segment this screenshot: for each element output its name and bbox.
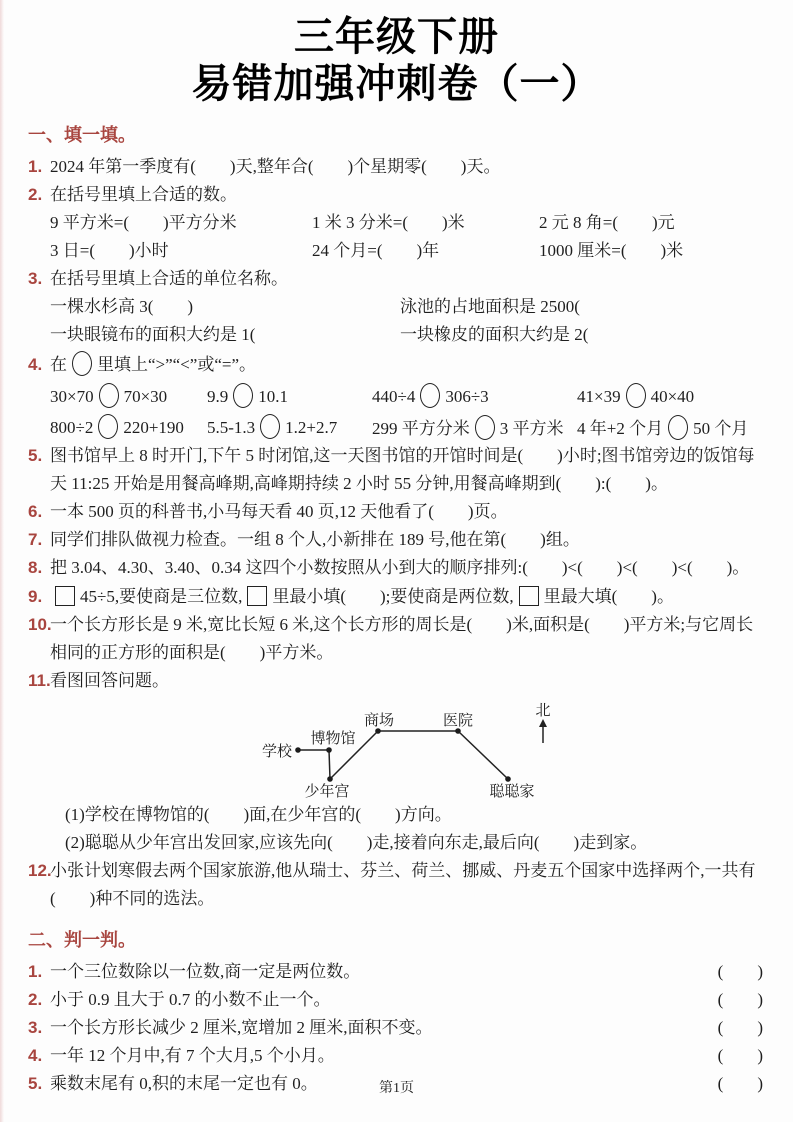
- statement-text: 一个三位数除以一位数,商一定是两位数。: [50, 962, 361, 981]
- question-text-pre: 在: [50, 355, 67, 374]
- comparison-cell: [372, 383, 577, 408]
- map-dot-youth-palace: [327, 776, 333, 782]
- question-3-row2: [28, 321, 763, 349]
- comparison-cell: [577, 414, 763, 440]
- comparison-circle-icon: [72, 351, 92, 376]
- question-text-segment: 里最大填( )。: [543, 587, 674, 606]
- question-text: 小张计划寒假去两个国家旅游,他从瑞士、芬兰、荷兰、挪威、丹麦五个国家中选择两个,一共有( )种不同的选法。: [50, 861, 756, 908]
- question-2: [28, 181, 763, 209]
- fill-cell: 3 日=( )小时: [50, 241, 169, 260]
- comparison-circle-icon: [420, 383, 440, 408]
- map-dot-home: [505, 776, 511, 782]
- question-number: 7.: [28, 530, 43, 549]
- statement-text: 小于 0.9 且大于 0.7 的小数不止一个。: [50, 990, 331, 1009]
- right-operand: 3 平方米: [499, 418, 564, 438]
- question-text: 在括号里填上合适的数。: [50, 185, 237, 204]
- judge-item-3: [28, 1014, 763, 1042]
- left-operand: 299 平方分米: [372, 418, 470, 438]
- judge-item-2: [28, 986, 763, 1014]
- question-text: 同学们排队做视力检查。一组 8 个人,小新排在 189 号,他在第( )组。: [50, 530, 580, 549]
- question-3-row1: [28, 293, 763, 321]
- blank-box-icon: [55, 586, 75, 606]
- worksheet-body: [0, 121, 793, 1098]
- map-dot-museum: [326, 747, 332, 753]
- left-operand: 800÷2: [50, 418, 94, 437]
- section-judge-heading: 二、判一判。: [28, 930, 136, 950]
- comparison-cell: [50, 414, 207, 439]
- comparison-circle-icon: [233, 383, 253, 408]
- comparison-circle-icon: [98, 414, 118, 439]
- statement-text: 一年 12 个月中,有 7 个大月,5 个小月。: [50, 1046, 335, 1065]
- question-number: 8.: [28, 558, 43, 577]
- map-label-mall: 商场: [363, 713, 395, 729]
- fill-cell: 1 米 3 分米=( )米: [312, 213, 465, 232]
- page-title-line1: 三年级下册: [294, 15, 499, 59]
- map-dot-mall: [375, 728, 381, 734]
- question-number: 5.: [28, 446, 43, 465]
- question-text-post: 里填上“>”“<”或“=”。: [97, 355, 257, 374]
- question-text-segment: 45÷5,要使商是三位数,: [80, 587, 243, 606]
- fill-cell: 一棵水杉高 3( ): [50, 297, 194, 316]
- question-8: [28, 554, 763, 582]
- blank-box-icon: [247, 586, 267, 606]
- scan-edge-tint: [0, 0, 4, 1122]
- fill-cell: 泳池的占地面积是 2500(: [400, 297, 580, 316]
- question-text: 一本 500 页的科普书,小马每天看 40 页,12 天他看了( )页。: [50, 502, 508, 521]
- question-4: [28, 349, 763, 380]
- comparison-circle-icon: [626, 383, 646, 408]
- question-11-sub1: (1)学校在博物馆的( )面,在少年宫的( )方向。: [65, 805, 452, 824]
- question-number: 4.: [28, 1046, 43, 1065]
- comparison-circle-icon: [260, 414, 280, 439]
- right-operand: 10.1: [258, 387, 288, 406]
- question-number: 2.: [28, 185, 43, 204]
- fill-cell: 24 个月=( )年: [312, 241, 440, 260]
- question-11-sub2: (2)聪聪从少年宫出发回家,应该先向( )走,接着向东走,最后向( )走到家。: [65, 833, 648, 852]
- page-number: 第1页: [379, 1081, 414, 1096]
- right-operand: 220+190: [123, 418, 184, 437]
- question-number: 12.: [28, 861, 52, 880]
- title-block: [0, 0, 793, 108]
- question-number: 1.: [28, 157, 43, 176]
- question-text: 图书馆早上 8 时开门,下午 5 时闭馆,这一天图书馆的开馆时间是( )小时;图书馆旁边的饭馆每天 11:25 开始是用餐高峰期,高峰期持续 2 小时 55 分钟,用餐高峰期到( ):( )。: [50, 446, 755, 493]
- section-fill-heading: 一、填一填。: [28, 125, 136, 145]
- question-text: 把 3.04、4.30、3.40、0.34 这四个小数按照从小到大的顺序排列:( )<( )<( )<( )。: [50, 558, 750, 577]
- question-7: [28, 526, 763, 554]
- map-dot-hospital: [455, 728, 461, 734]
- judge-item-4: [28, 1042, 763, 1070]
- question-number: 6.: [28, 502, 43, 521]
- left-operand: 440÷4: [372, 387, 416, 406]
- north-arrow-icon: [539, 719, 547, 743]
- answer-bracket: ( ): [717, 990, 763, 1009]
- map-dot-school: [295, 747, 301, 753]
- map-label-museum: 博物馆: [310, 731, 356, 747]
- fill-cell: 1000 厘米=( )米: [539, 241, 684, 260]
- answer-bracket: ( ): [717, 1046, 763, 1065]
- question-1: [28, 153, 763, 181]
- question-number: 10.: [28, 615, 52, 634]
- fill-cell: 2 元 8 角=( )元: [539, 213, 675, 232]
- question-5: [28, 442, 763, 498]
- answer-bracket: ( ): [717, 1018, 763, 1037]
- answer-bracket: ( ): [717, 1074, 763, 1093]
- question-12: [28, 857, 763, 913]
- question-number: 3.: [28, 1018, 43, 1037]
- question-text-segment: 里最小填( );要使商是两位数,: [272, 587, 514, 606]
- left-operand: 4 年+2 个月: [577, 418, 664, 438]
- fill-cell: 一块橡皮的面积大约是 2(: [400, 325, 589, 344]
- question-text: 在括号里填上合适的单位名称。: [50, 269, 288, 288]
- question-number: 11.: [28, 671, 51, 690]
- north-label: 北: [535, 703, 551, 719]
- comparison-cell: [207, 414, 372, 439]
- left-operand: 5.5-1.3: [207, 418, 256, 437]
- question-4-row1: [28, 380, 763, 411]
- question-number: 5.: [28, 1074, 43, 1093]
- question-text: 2024 年第一季度有( )天,整年合( )个星期零( )天。: [50, 157, 501, 176]
- map-label-school: 学校: [261, 744, 292, 760]
- statement-text: 一个长方形长减少 2 厘米,宽增加 2 厘米,面积不变。: [50, 1018, 433, 1037]
- left-operand: 41×39: [577, 387, 621, 406]
- question-2-row1: [28, 209, 763, 237]
- question-4-row2: [28, 411, 763, 442]
- left-operand: 30×70: [50, 387, 94, 406]
- blank-box-icon: [519, 586, 539, 606]
- comparison-cell: [50, 383, 207, 408]
- comparison-circle-icon: [99, 383, 119, 408]
- question-11: [28, 667, 763, 695]
- question-text: 一个长方形长是 9 米,宽比长短 6 米,这个长方形的周长是( )米,面积是( )平方米;与它周长相同的正方形的面积是( )平方米。: [50, 615, 754, 662]
- map-label-youth-palace: 少年宫: [304, 784, 350, 799]
- answer-bracket: ( ): [717, 962, 763, 981]
- comparison-cell: [372, 414, 577, 440]
- question-number: 9.: [28, 587, 43, 606]
- map-label-home: 聪聪家: [489, 784, 535, 799]
- question-9: [28, 582, 763, 611]
- comparison-circle-icon: [668, 415, 688, 440]
- comparison-cell: [207, 383, 372, 408]
- comparison-circle-icon: [475, 415, 495, 440]
- judge-item-1: [28, 958, 763, 986]
- map-label-hospital: 医院: [442, 713, 474, 729]
- right-operand: 50 个月: [693, 418, 749, 438]
- comparison-cell: [577, 383, 763, 408]
- question-2-row2: [28, 237, 763, 265]
- page-title-line2: 易错加强冲刺卷（一）: [191, 62, 602, 106]
- question-3: [28, 265, 763, 293]
- route-map-figure: [240, 699, 575, 799]
- question-6: [28, 498, 763, 526]
- question-number: 2.: [28, 990, 43, 1009]
- question-text: 看图回答问题。: [50, 671, 169, 690]
- right-operand: 306÷3: [445, 387, 489, 406]
- left-operand: 9.9: [207, 387, 229, 406]
- question-number: 1.: [28, 962, 43, 981]
- statement-text: 乘数末尾有 0,积的末尾一定也有 0。: [50, 1074, 318, 1093]
- question-10: [28, 611, 763, 667]
- route-map-svg: [240, 699, 575, 799]
- fill-cell: 一块眼镜布的面积大约是 1(: [50, 325, 256, 344]
- question-number: 4.: [28, 355, 43, 374]
- question-number: 3.: [28, 269, 43, 288]
- right-operand: 1.2+2.7: [285, 418, 338, 437]
- right-operand: 70×30: [123, 387, 168, 406]
- fill-cell: 9 平方米=( )平方分米: [50, 213, 237, 232]
- right-operand: 40×40: [650, 387, 695, 406]
